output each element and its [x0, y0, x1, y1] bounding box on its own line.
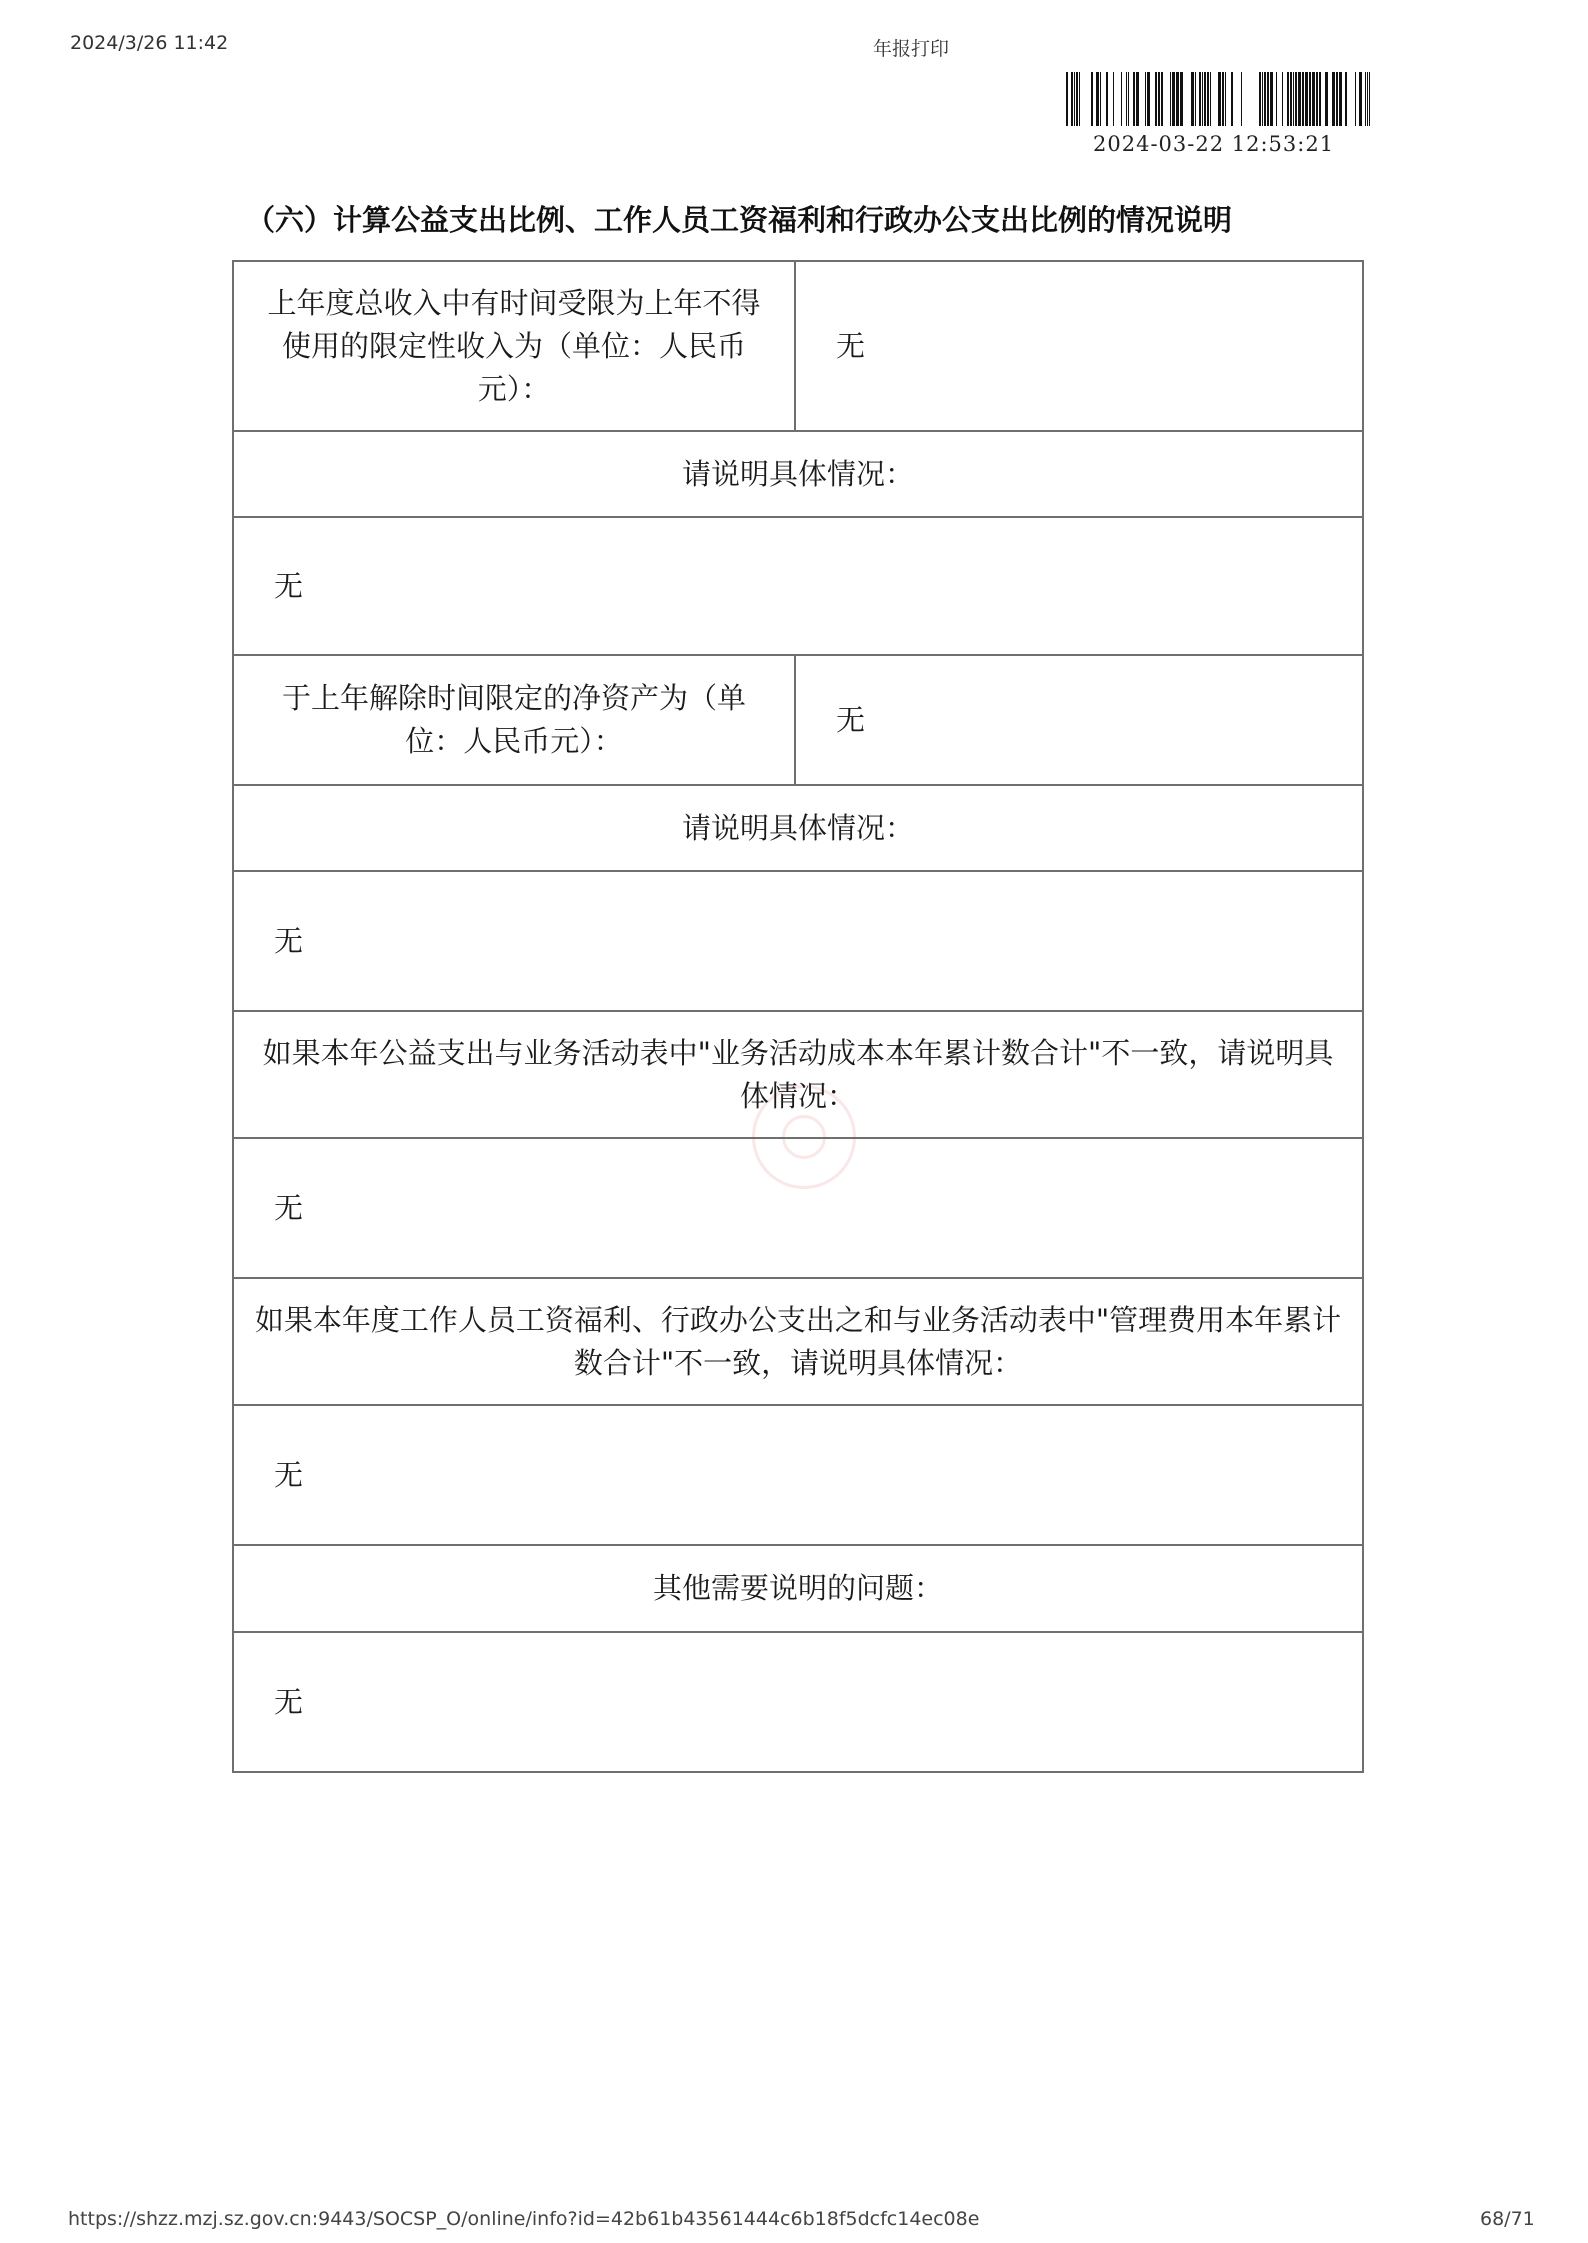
other-issues-heading: 其他需要说明的问题：	[233, 1545, 1363, 1632]
table-row	[233, 261, 1363, 431]
table-row	[233, 1011, 1363, 1138]
page-number: 68/71	[1480, 2208, 1535, 2230]
section-title: （六）计算公益支出比例、工作人员工资福利和行政办公支出比例的情况说明	[246, 203, 1233, 237]
table-row	[233, 1545, 1363, 1632]
restricted-income-value: 无	[795, 261, 1363, 431]
table-row	[233, 1278, 1363, 1405]
public-welfare-discrepancy-value: 无	[233, 1138, 1363, 1278]
barcode-image	[1066, 72, 1372, 126]
details-value-1: 无	[233, 517, 1363, 655]
barcode-timestamp: 2024-03-22 12:53:21	[1093, 132, 1335, 156]
table-row	[233, 655, 1363, 785]
details-value-2: 无	[233, 871, 1363, 1011]
admin-cost-discrepancy-heading: 如果本年度工作人员工资福利、行政办公支出之和与业务活动表中"管理费用本年累计数合计"不一致，请说明具体情况：	[233, 1278, 1363, 1405]
released-net-assets-label: 于上年解除时间限定的净资产为（单位：人民币元）：	[233, 655, 795, 785]
table-row	[233, 785, 1363, 871]
details-heading-1: 请说明具体情况：	[233, 431, 1363, 517]
table-row	[233, 871, 1363, 1011]
restricted-income-label: 上年度总收入中有时间受限为上年不得使用的限定性收入为（单位：人民币元）：	[233, 261, 795, 431]
other-issues-value: 无	[233, 1632, 1363, 1772]
explanation-table	[232, 260, 1364, 1773]
table-row	[233, 517, 1363, 655]
print-title: 年报打印	[873, 38, 950, 60]
details-heading-2: 请说明具体情况：	[233, 785, 1363, 871]
table-row	[233, 431, 1363, 517]
admin-cost-discrepancy-value: 无	[233, 1405, 1363, 1545]
table-row	[233, 1405, 1363, 1545]
public-welfare-discrepancy-heading: 如果本年公益支出与业务活动表中"业务活动成本本年累计数合计"不一致，请说明具体情况：	[233, 1011, 1363, 1138]
table-row	[233, 1632, 1363, 1772]
page-url: https://shzz.mzj.sz.gov.cn:9443/SOCSP_O/online/info?id=42b61b43561444c6b18f5dcfc14ec08e	[68, 2208, 980, 2230]
print-datetime: 2024/3/26 11:42	[70, 32, 229, 54]
table-row	[233, 1138, 1363, 1278]
released-net-assets-value: 无	[795, 655, 1363, 785]
